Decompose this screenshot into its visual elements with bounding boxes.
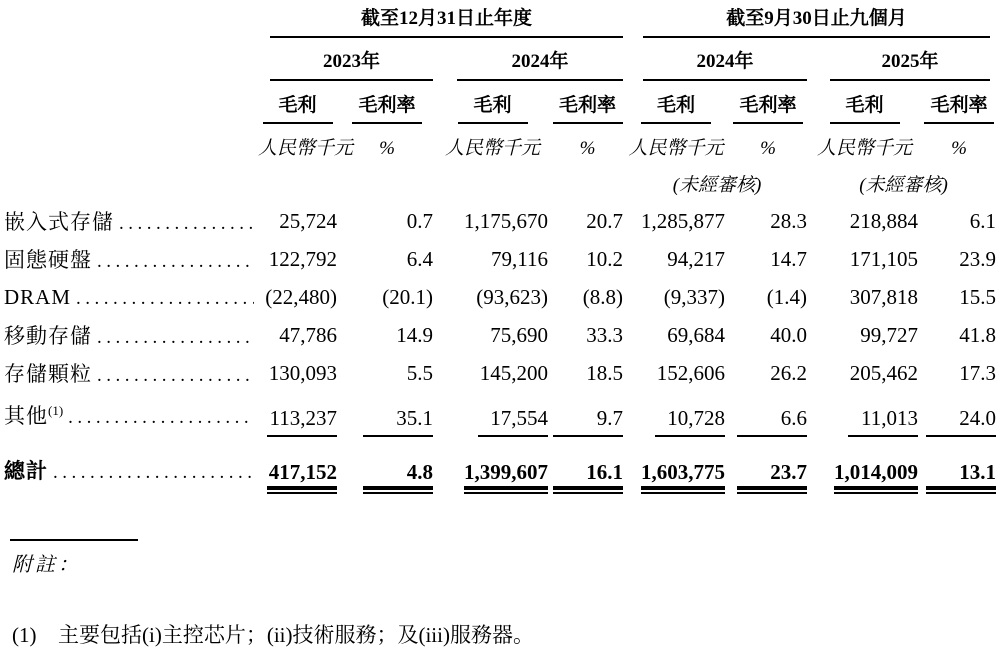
cell-value: 6.4 xyxy=(406,246,433,271)
col-header-gross-profit: 毛利 xyxy=(437,81,552,124)
unit-percent: % xyxy=(379,138,395,159)
cell-value: 23.9 xyxy=(959,246,997,271)
cell-value: 26.2 xyxy=(770,360,808,385)
col-header-gross-profit: 毛利 xyxy=(811,81,922,124)
cell-value: (22,480) xyxy=(265,284,337,309)
cell-value: (20.1) xyxy=(382,284,433,309)
cell-value: 20.7 xyxy=(586,208,624,233)
unaudited-note: (未經審核) xyxy=(859,175,948,196)
cell-value: 33.3 xyxy=(586,322,624,347)
unaudited-note: (未經審核) xyxy=(672,175,762,196)
dot-leader xyxy=(97,362,254,387)
gross-profit-table xyxy=(4,3,1000,499)
cell-value: 171,105 xyxy=(849,246,919,271)
cell-value: 11,013 xyxy=(811,392,922,437)
cell-value: 94,217 xyxy=(667,246,726,271)
row-label: 存儲顆粒 ..... xyxy=(4,354,258,392)
cell-value: 1,175,670 xyxy=(464,208,548,233)
period-group-9m xyxy=(627,3,1000,38)
cell-value: 205,462 xyxy=(849,360,919,385)
table-row-mobile-storage xyxy=(4,316,1000,354)
cell-value: 25,724 xyxy=(279,208,337,233)
table-row-embedded-storage xyxy=(4,202,1000,240)
cell-value: 15.5 xyxy=(959,284,997,309)
year-header-2023: 2023年 xyxy=(258,38,437,81)
cell-value: 218,884 xyxy=(849,208,919,233)
cell-value: 6.6 xyxy=(729,392,811,437)
empty-cell xyxy=(4,38,258,81)
cell-value: 18.5 xyxy=(586,360,624,385)
dot-leader xyxy=(119,210,254,235)
cell-value: 24.0 xyxy=(922,392,1000,437)
period-group-9m-label: 截至9月30日止九個月 xyxy=(643,3,990,38)
dot-leader xyxy=(76,285,254,310)
cell-value: 79,116 xyxy=(491,246,548,271)
cell-value: 6.1 xyxy=(969,208,997,233)
col-header-gross-margin: 毛利率 xyxy=(922,81,1000,124)
total-cell-value: 23.7 xyxy=(729,437,811,499)
total-cell-value: 1,603,775 xyxy=(627,437,729,499)
column-header-row xyxy=(4,81,1000,124)
cell-value: 0.7 xyxy=(406,208,433,233)
cell-value: 75,690 xyxy=(490,322,548,347)
col-header-gross-margin: 毛利率 xyxy=(552,81,627,124)
footnote-item xyxy=(12,619,1000,649)
cell-value: (1.4) xyxy=(766,284,808,309)
cell-value: 122,792 xyxy=(268,246,337,271)
cell-value: 47,786 xyxy=(279,322,337,347)
cell-value: (9,337) xyxy=(663,284,726,309)
cell-value: 40.0 xyxy=(770,322,808,347)
footnotes-title: 附註： xyxy=(12,554,81,576)
cell-value: 10,728 xyxy=(627,392,729,437)
cell-value: (8.8) xyxy=(582,284,624,309)
unit-percent: % xyxy=(760,138,776,159)
unit-percent: % xyxy=(579,138,596,159)
cell-value: 14.7 xyxy=(770,246,808,271)
dot-leader xyxy=(97,324,254,349)
empty-cell xyxy=(4,163,258,202)
footnote-marker: (1) xyxy=(12,623,37,647)
cell-value: (93,623) xyxy=(476,284,548,309)
unaudited-row xyxy=(4,163,1000,202)
table-row-storage-wafer xyxy=(4,354,1000,392)
col-header-gross-profit: 毛利 xyxy=(258,81,341,124)
col-header-gross-margin: 毛利率 xyxy=(341,81,437,124)
period-group-fy xyxy=(258,3,627,38)
unit-rmb-thousand: 人民幣千元 xyxy=(444,138,540,159)
total-cell-value: 16.1 xyxy=(552,437,627,499)
empty-cell xyxy=(4,3,258,38)
total-cell-value: 1,014,009 xyxy=(811,437,922,499)
footnote-text: 主要包括(i)主控芯片；(ii)技術服務；及(iii)服務器。 xyxy=(58,623,534,647)
col-header-gross-profit: 毛利 xyxy=(627,81,729,124)
unit-rmb-thousand: 人民幣千元 xyxy=(817,138,913,159)
total-cell-value: 4.8 xyxy=(341,437,437,499)
row-label: DRAM ..... xyxy=(4,278,258,316)
cell-value: 145,200 xyxy=(479,360,548,385)
unit-rmb-thousand: 人民幣千元 xyxy=(628,138,724,159)
cell-value: 130,093 xyxy=(268,360,337,385)
total-row xyxy=(4,437,1000,499)
table-row-ssd xyxy=(4,240,1000,278)
unit-rmb-thousand: 人民幣千元 xyxy=(258,138,354,159)
row-label: 嵌入式存儲 ..... xyxy=(4,202,258,240)
cell-value: 5.5 xyxy=(406,360,433,385)
row-label: 其他$^{(1)}$ ..... xyxy=(4,392,258,437)
cell-value: 113,237 xyxy=(258,392,341,437)
cell-value: 41.8 xyxy=(959,322,997,347)
footnote-divider xyxy=(10,539,138,541)
cell-value: 35.1 xyxy=(341,392,437,437)
table-row-dram xyxy=(4,278,1000,316)
total-row-label: 總計 ..... xyxy=(4,437,258,499)
cell-value: 9.7 xyxy=(552,392,627,437)
dot-leader xyxy=(53,459,254,484)
period-group-header-row xyxy=(4,3,1000,38)
cell-value: 1,285,877 xyxy=(641,208,726,233)
dot-leader xyxy=(68,404,254,429)
col-header-gross-margin: 毛利率 xyxy=(729,81,811,124)
dot-leader xyxy=(97,248,254,273)
year-header-2024-9m: 2024年 xyxy=(627,38,811,81)
year-header-2025-9m: 2025年 xyxy=(811,38,1000,81)
row-label: 固態硬盤 ..... xyxy=(4,240,258,278)
cell-value: 10.2 xyxy=(586,246,624,271)
empty-cell xyxy=(4,124,258,163)
cell-value: 14.9 xyxy=(396,322,433,347)
cell-value: 28.3 xyxy=(770,208,808,233)
total-cell-value: 1,399,607 xyxy=(437,437,552,499)
unit-header-row xyxy=(4,124,1000,163)
cell-value: 152,606 xyxy=(656,360,726,385)
cell-value: 99,727 xyxy=(860,322,919,347)
cell-value: 69,684 xyxy=(667,322,726,347)
total-cell-value: 417,152 xyxy=(258,437,341,499)
total-cell-value: 13.1 xyxy=(922,437,1000,499)
table-row-others xyxy=(4,392,1000,437)
empty-cell xyxy=(437,163,627,202)
period-group-fy-label: 截至12月31日止年度 xyxy=(270,3,623,38)
cell-value: 17.3 xyxy=(959,360,997,385)
unit-percent: % xyxy=(951,138,967,159)
empty-cell xyxy=(4,81,258,124)
cell-value: 17,554 xyxy=(437,392,552,437)
year-header-2024fy: 2024年 xyxy=(437,38,627,81)
year-header-row xyxy=(4,38,1000,81)
empty-cell xyxy=(258,163,437,202)
cell-value: 307,818 xyxy=(849,284,919,309)
row-label: 移動存儲 ..... xyxy=(4,316,258,354)
